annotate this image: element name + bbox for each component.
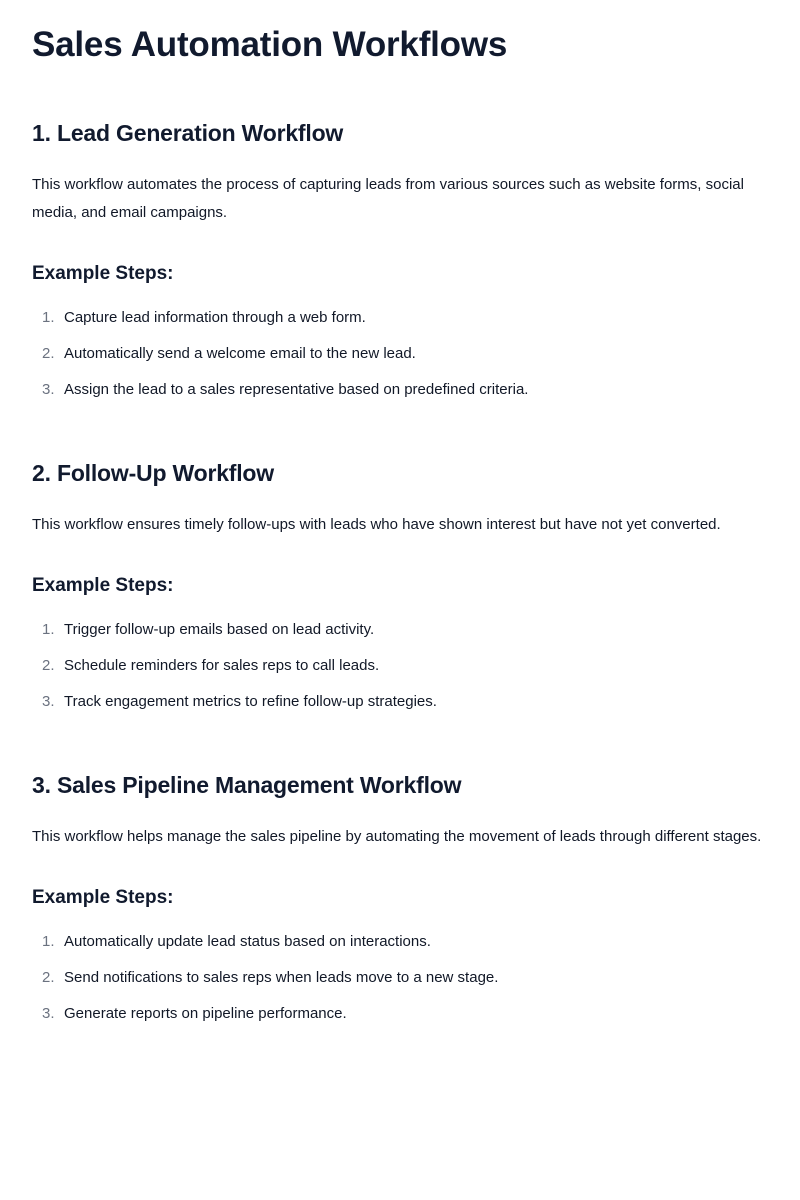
steps-list bbox=[32, 612, 768, 720]
step-number: 3. bbox=[42, 693, 55, 710]
steps-list bbox=[32, 924, 768, 1032]
workflow-section-follow-up bbox=[32, 458, 768, 720]
workflow-section-lead-generation bbox=[32, 118, 768, 408]
section-description: This workflow ensures timely follow-ups with leads who have shown interest but have not yet converted. bbox=[32, 516, 721, 533]
steps-heading: Example Steps: bbox=[32, 263, 174, 284]
list-item bbox=[32, 336, 768, 372]
step-text: Track engagement metrics to refine follow-up strategies. bbox=[64, 693, 437, 710]
step-number: 1. bbox=[42, 621, 55, 638]
steps-heading: Example Steps: bbox=[32, 575, 174, 596]
step-number: 1. bbox=[42, 309, 55, 326]
workflow-section-pipeline-management bbox=[32, 770, 768, 1032]
list-item bbox=[32, 684, 768, 720]
step-text: Send notifications to sales reps when leads move to a new stage. bbox=[64, 969, 499, 986]
step-text: Automatically send a welcome email to the new lead. bbox=[64, 345, 416, 362]
section-title: 3. Sales Pipeline Management Workflow bbox=[32, 772, 462, 798]
list-item bbox=[32, 372, 768, 408]
step-number: 2. bbox=[42, 969, 55, 986]
step-text: Schedule reminders for sales reps to call leads. bbox=[64, 657, 380, 674]
list-item bbox=[32, 924, 768, 960]
step-text: Trigger follow-up emails based on lead activity. bbox=[64, 621, 375, 638]
list-item bbox=[32, 648, 768, 684]
step-number: 1. bbox=[42, 933, 55, 950]
list-item bbox=[32, 996, 768, 1032]
section-description: This workflow automates the process of capturing leads from various sources such as website forms, social media, and email campaigns. bbox=[32, 176, 744, 221]
list-item bbox=[32, 300, 768, 336]
list-item bbox=[32, 612, 768, 648]
section-description: This workflow helps manage the sales pipeline by automating the movement of leads through different stages. bbox=[32, 828, 762, 845]
step-number: 3. bbox=[42, 381, 55, 398]
step-number: 3. bbox=[42, 1005, 55, 1022]
list-item bbox=[32, 960, 768, 996]
section-title: 1. Lead Generation Workflow bbox=[32, 120, 344, 146]
step-number: 2. bbox=[42, 345, 55, 362]
page-title: Sales Automation Workflows bbox=[32, 25, 508, 64]
step-text: Capture lead information through a web form. bbox=[64, 309, 366, 326]
steps-heading: Example Steps: bbox=[32, 887, 174, 908]
step-text: Generate reports on pipeline performance. bbox=[64, 1005, 347, 1022]
step-text: Automatically update lead status based on interactions. bbox=[64, 933, 431, 950]
section-title: 2. Follow-Up Workflow bbox=[32, 460, 274, 486]
step-text: Assign the lead to a sales representative based on predefined criteria. bbox=[64, 381, 529, 398]
step-number: 2. bbox=[42, 657, 55, 674]
steps-list bbox=[32, 300, 768, 408]
